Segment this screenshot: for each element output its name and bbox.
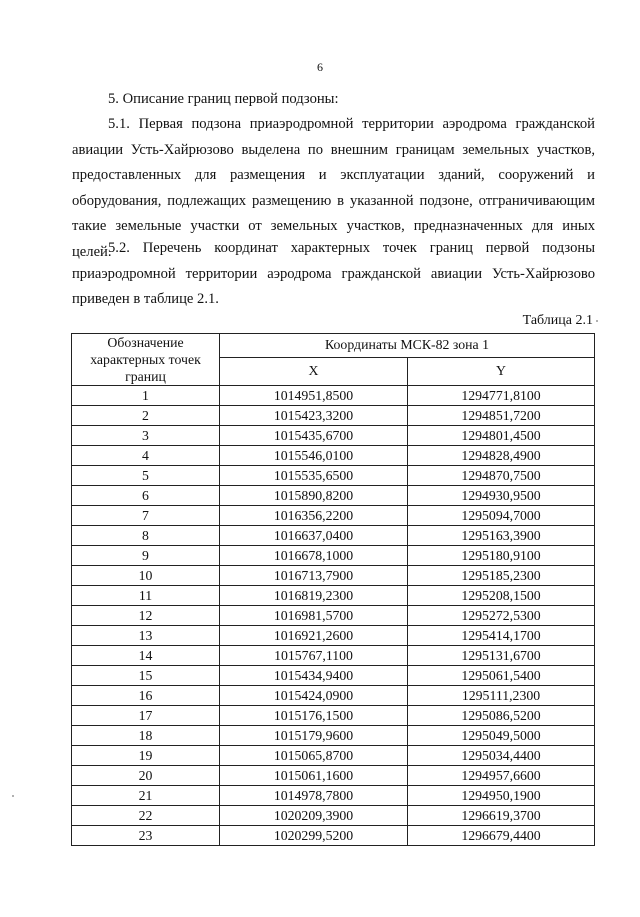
y-coordinate-cell: 1296679,4400 [408, 826, 595, 846]
y-coordinate-cell: 1295111,2300 [408, 686, 595, 706]
table-row [72, 766, 595, 786]
y-coordinate-cell: 1295061,5400 [408, 666, 595, 686]
x-coordinate-cell: 1015890,8200 [220, 486, 408, 506]
header-designation: Обозначение характерных точек границ [72, 334, 220, 386]
point-number-cell: 17 [72, 706, 220, 726]
y-coordinate-cell: 1296619,3700 [408, 806, 595, 826]
x-coordinate-cell: 1015435,6700 [220, 426, 408, 446]
x-coordinate-cell: 1015065,8700 [220, 746, 408, 766]
x-coordinate-cell: 1016819,2300 [220, 586, 408, 606]
table-row [72, 626, 595, 646]
x-coordinate-cell: 1020209,3900 [220, 806, 408, 826]
header-x: X [220, 357, 408, 385]
point-number-cell: 13 [72, 626, 220, 646]
x-coordinate-cell: 1020299,5200 [220, 826, 408, 846]
table-row [72, 586, 595, 606]
x-coordinate-cell: 1014951,8500 [220, 386, 408, 406]
table-row [72, 506, 595, 526]
x-coordinate-cell: 1016981,5700 [220, 606, 408, 626]
x-coordinate-cell: 1016713,7900 [220, 566, 408, 586]
x-coordinate-cell: 1014978,7800 [220, 786, 408, 806]
point-number-cell: 9 [72, 546, 220, 566]
table-row [72, 426, 595, 446]
paragraph-5-1: 5.1. Первая подзона приаэродромной территории аэродрома гражданской авиации Усть-Хайрюзово выделена по внешним границам земельных участков, предоставленных для размещения и эксплуатации зданий, сооружений и оборудования, подлежащих размещению в указанной подзоне, отграничивающим такие земельные участки от земельных участков, предназначенных для иных целей. [72, 116, 595, 260]
table-row [72, 686, 595, 706]
y-coordinate-cell: 1294870,7500 [408, 466, 595, 486]
x-coordinate-cell: 1016356,2200 [220, 506, 408, 526]
y-coordinate-cell: 1295131,6700 [408, 646, 595, 666]
table-row [72, 406, 595, 426]
x-coordinate-cell: 1016637,0400 [220, 526, 408, 546]
x-coordinate-cell: 1015179,9600 [220, 726, 408, 746]
point-number-cell: 18 [72, 726, 220, 746]
table-row [72, 826, 595, 846]
y-coordinate-cell: 1294828,4900 [408, 446, 595, 466]
y-coordinate-cell: 1295094,7000 [408, 506, 595, 526]
point-number-cell: 15 [72, 666, 220, 686]
point-number-cell: 7 [72, 506, 220, 526]
table-row [72, 566, 595, 586]
point-number-cell: 11 [72, 586, 220, 606]
table-row [72, 466, 595, 486]
point-number-cell: 10 [72, 566, 220, 586]
y-coordinate-cell: 1295272,5300 [408, 606, 595, 626]
x-coordinate-cell: 1015423,3200 [220, 406, 408, 426]
header-y: Y [408, 357, 595, 385]
point-number-cell: 3 [72, 426, 220, 446]
table-row [72, 386, 595, 406]
x-coordinate-cell: 1015767,1100 [220, 646, 408, 666]
table-row [72, 446, 595, 466]
y-coordinate-cell: 1295180,9100 [408, 546, 595, 566]
y-coordinate-cell: 1295185,2300 [408, 566, 595, 586]
point-number-cell: 23 [72, 826, 220, 846]
point-number-cell: 20 [72, 766, 220, 786]
x-coordinate-cell: 1015061,1600 [220, 766, 408, 786]
y-coordinate-cell: 1294957,6600 [408, 766, 595, 786]
point-number-cell: 14 [72, 646, 220, 666]
table-row [72, 606, 595, 626]
table-row [72, 666, 595, 686]
x-coordinate-cell: 1015424,0900 [220, 686, 408, 706]
point-number-cell: 6 [72, 486, 220, 506]
y-coordinate-cell: 1294851,7200 [408, 406, 595, 426]
point-number-cell: 16 [72, 686, 220, 706]
table-row [72, 786, 595, 806]
x-coordinate-cell: 1015434,9400 [220, 666, 408, 686]
scan-speck [596, 320, 598, 322]
point-number-cell: 12 [72, 606, 220, 626]
section-heading: 5. Описание границ первой подзоны: [108, 91, 339, 107]
x-coordinate-cell: 1016921,2600 [220, 626, 408, 646]
point-number-cell: 1 [72, 386, 220, 406]
point-number-cell: 21 [72, 786, 220, 806]
coordinates-table [71, 333, 595, 846]
y-coordinate-cell: 1295086,5200 [408, 706, 595, 726]
y-coordinate-cell: 1294801,4500 [408, 426, 595, 446]
y-coordinate-cell: 1295049,5000 [408, 726, 595, 746]
table-caption: Таблица 2.1 [522, 313, 593, 328]
point-number-cell: 5 [72, 466, 220, 486]
x-coordinate-cell: 1016678,1000 [220, 546, 408, 566]
table-row [72, 646, 595, 666]
y-coordinate-cell: 1294771,8100 [408, 386, 595, 406]
table-body [72, 386, 595, 846]
y-coordinate-cell: 1294950,1900 [408, 786, 595, 806]
scan-speck [12, 795, 14, 797]
point-number-cell: 19 [72, 746, 220, 766]
table-row [72, 746, 595, 766]
table-row [72, 526, 595, 546]
x-coordinate-cell: 1015176,1500 [220, 706, 408, 726]
point-number-cell: 2 [72, 406, 220, 426]
point-number-cell: 4 [72, 446, 220, 466]
y-coordinate-cell: 1294930,9500 [408, 486, 595, 506]
table-row [72, 546, 595, 566]
table-row [72, 706, 595, 726]
y-coordinate-cell: 1295034,4400 [408, 746, 595, 766]
y-coordinate-cell: 1295208,1500 [408, 586, 595, 606]
table-row [72, 806, 595, 826]
x-coordinate-cell: 1015546,0100 [220, 446, 408, 466]
x-coordinate-cell: 1015535,6500 [220, 466, 408, 486]
y-coordinate-cell: 1295414,1700 [408, 626, 595, 646]
y-coordinate-cell: 1295163,3900 [408, 526, 595, 546]
point-number-cell: 8 [72, 526, 220, 546]
page-number: 6 [317, 60, 323, 74]
point-number-cell: 22 [72, 806, 220, 826]
table-row [72, 726, 595, 746]
table-row [72, 486, 595, 506]
paragraph-5-2: 5.2. Перечень координат характерных точек границ первой подзоны приаэродромной территории аэродрома гражданской авиации Усть-Хайрюзово приведен в таблице 2.1. [72, 240, 595, 308]
header-coordinate-system: Координаты МСК-82 зона 1 [220, 334, 595, 358]
